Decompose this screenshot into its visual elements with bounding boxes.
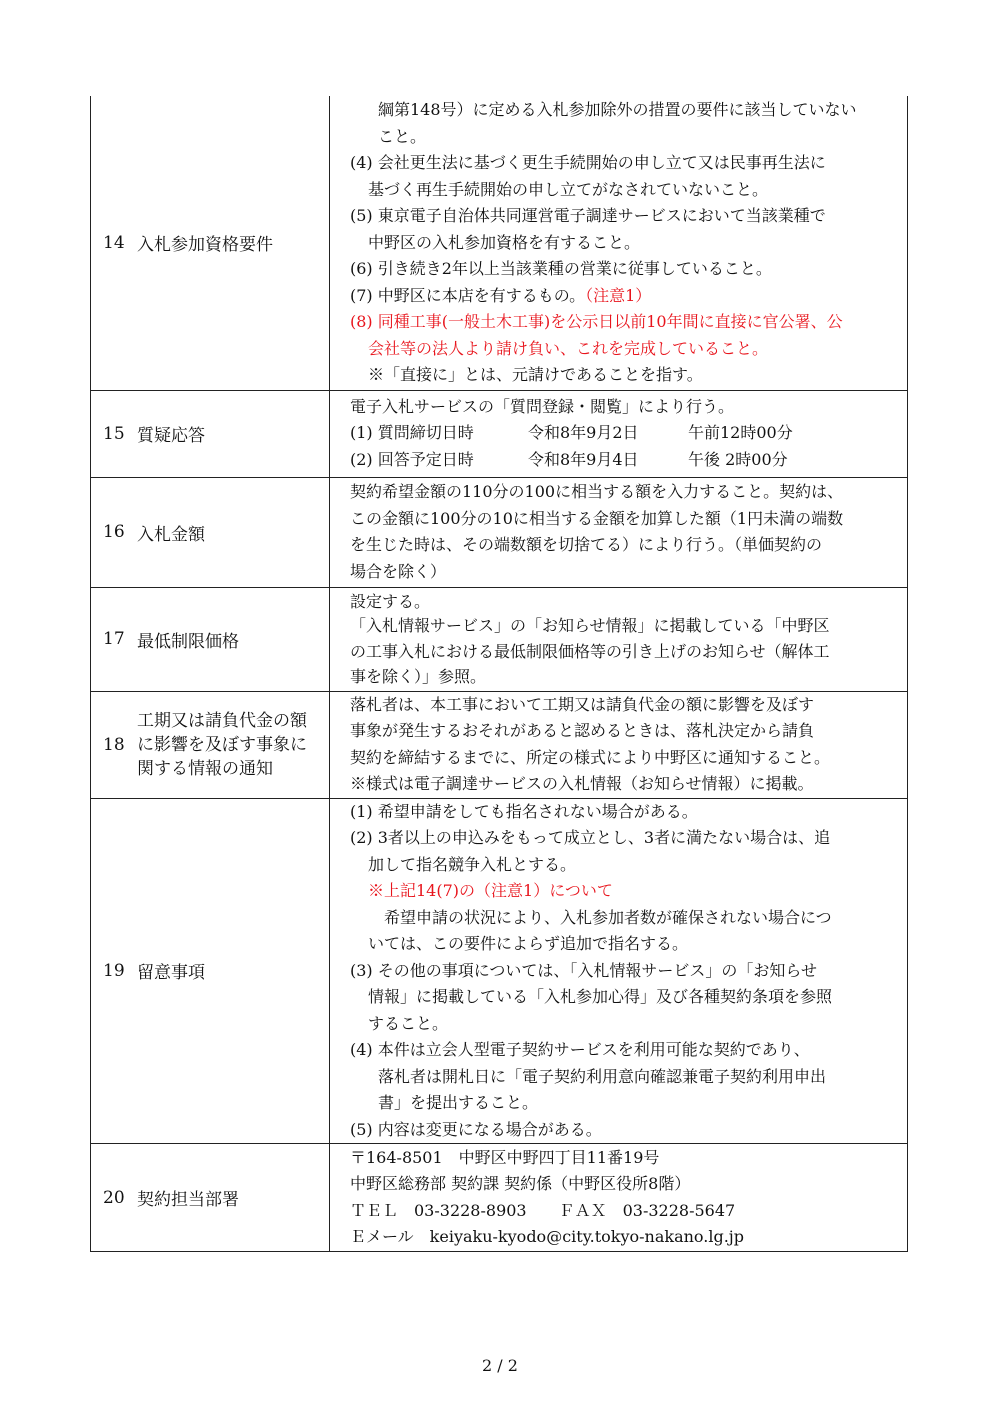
row-title: 入札金額 [137,524,205,545]
row-number: 14 [103,232,125,253]
schedule-time: 午後 2時00分 [688,449,788,469]
text-line: 契約を締結するまでに、所定の様式により中野区に通知すること。 [350,747,831,767]
text-line: すること。 [368,1013,449,1033]
page-number: 2 / 2 [482,1356,518,1375]
text-line-red: ※上記14(7)の（注意1）について [368,881,613,900]
phone-fax: ＴＥＬ 03-3228-8903 ＦＡＸ 03-3228-5647 [350,1200,736,1220]
row-content-16 [330,477,908,587]
row-content-18 [330,691,908,798]
note-1-marker: （注意1） [585,285,652,305]
row-number: 15 [103,423,125,444]
text-line [350,283,893,310]
row-label-20 [91,1144,330,1252]
table-row-14 [91,96,908,390]
text-line: 中野区の入札参加資格を有すること。 [368,232,641,252]
text-line: 落札者は開札日に「電子契約利用意向確認兼電子契約利用申出 [378,1066,827,1086]
text-line: (3) その他の事項については、「入札情報サービス」の「お知らせ [350,960,817,980]
text-line: 契約希望金額の110分の100に相当する額を入力すること。契約は、 [350,482,844,501]
text-line: 電子入札サービスの「質問登録・閲覧」により行う。 [350,396,735,416]
text-line: (4) 会社更生法に基づく更生手続開始の申し立て又は民事再生法に [350,153,826,172]
text-line: ※「直接に」とは、元請けであることを指す。 [368,365,703,384]
row-label-14 [91,96,330,390]
text-line: 「入札情報サービス」の「お知らせ情報」に掲載している「中野区 [350,615,830,635]
email-address[interactable]: Ｅメール keiyaku-kyodo@city.tokyo-nakano.lg.jp [350,1227,745,1246]
text-line: 事を除く）」参照。 [350,666,487,686]
text-line: (4) 本件は立会人型電子契約サービスを利用可能な契約であり、 [350,1040,810,1059]
row-title: 入札参加資格要件 [137,235,273,256]
row-number: 16 [103,522,125,542]
row-title: 契約担当部署 [137,1190,239,1210]
text-line: 場合を除く） [350,561,447,581]
text-line-red: 会社等の法人より請け負い、これを完成していること。 [368,338,769,358]
row-number: 18 [103,734,125,755]
text-line: 情報」に掲載している「入札参加心得」及び各種契約条項を参照 [368,987,833,1006]
table-row-18 [91,691,908,798]
text-line: この金額に100分の10に相当する金額を加算した額（1円未満の端数 [350,508,844,528]
text-line: 希望申請の状況により、入札参加者数が確保されない場合につ [384,907,832,927]
text-line: 書」を提出すること。 [378,1093,539,1112]
row-label-19 [91,798,330,1144]
department: 中野区総務部 契約課 契約係（中野区役所8階） [350,1174,691,1193]
row-content-17 [330,587,908,691]
row-label-15 [91,390,330,477]
text-line: (2) 3者以上の申込みをもって成立とし、3者に満たない場合は、追 [350,828,831,847]
table-row-16 [91,477,908,587]
text-line: 落札者は、本工事において工期又は請負代金の額に影響を及ぼす [350,694,815,714]
schedule-item: (1) 質問締切日時 [350,423,474,443]
schedule-time: 午前12時00分 [688,423,793,443]
text-line: 綱第148号）に定める入札参加除外の措置の要件に該当していない [378,100,857,119]
document-table-wrapper [90,96,908,1252]
row-label-17 [91,587,330,691]
text-line: の工事入札における最低制限価格等の引き上げのお知らせ（解体工 [350,642,830,661]
row-content-19 [330,798,908,1144]
text-line-red: (8) 同種工事(一般土木工事)を公示日以前10年間に直接に官公署、公 [350,312,843,331]
row-title: 工期又は請負代金の額に影響を及ぼす事象に関する情報の通知 [137,710,307,779]
row-title: 最低制限価格 [137,631,239,652]
table-row-15 [91,390,908,477]
text-line: (5) 東京電子自治体共同運営電子調達サービスにおいて当該業種で [350,206,826,225]
table-row-20 [91,1144,908,1252]
schedule-date: 令和8年9月4日 [528,449,639,469]
table-row-19 [91,798,908,1144]
schedule-date: 令和8年9月2日 [528,423,639,443]
row-label-18 [91,691,330,798]
row-number: 20 [103,1187,125,1208]
text-line: 基づく再生手続開始の申し立てがなされていないこと。 [368,179,769,199]
text-line: (1) 希望申請をしても指名されない場合がある。 [350,801,698,821]
row-title: 質疑応答 [137,426,205,446]
text-line: ※様式は電子調達サービスの入札情報（お知らせ情報）に掲載。 [350,774,814,793]
row-content-20 [330,1144,908,1252]
table-row-17 [91,587,908,691]
row-number: 19 [103,960,125,981]
schedule-item: (2) 回答予定日時 [350,449,474,469]
row-number: 17 [103,629,125,649]
schedule-line-1 [350,420,893,447]
text-line: (5) 内容は変更になる場合がある。 [350,1119,602,1139]
text-line: を生じた時は、その端数額を切捨てる）により行う。（単価契約の [350,535,823,554]
postal-address: 〒164-8501 中野区中野四丁目11番19号 [350,1147,660,1167]
text-line: 設定する。 [350,591,431,611]
row-content-15 [330,390,908,477]
row-content-14 [330,96,908,390]
text-line: (6) 引き続き2年以上当該業種の営業に従事していること。 [350,259,772,278]
spec-table [90,96,908,1252]
text-line: こと。 [378,126,427,146]
text-line-main: (7) 中野区に本店を有するもの。 [350,285,586,305]
text-line: 事象が発生するおそれがあると認めるときは、落札決定から請負 [350,721,815,740]
schedule-line-2 [350,447,893,474]
text-line: いては、この要件によらず追加で指名する。 [368,934,689,953]
row-label-16 [91,477,330,587]
row-title: 留意事項 [137,963,205,984]
text-line: 加して指名競争入札とする。 [368,854,577,874]
